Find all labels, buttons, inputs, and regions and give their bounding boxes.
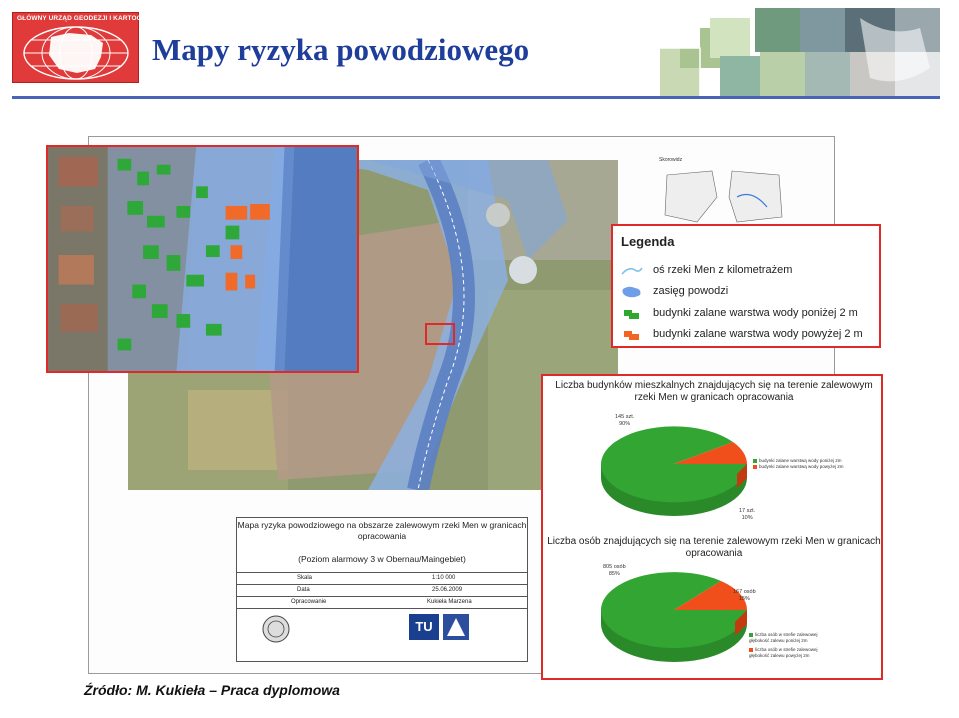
pie-key-buildings: budynki zalane warstwą wody poniżej 2m budynki zalane warstwą wody powyżej 2m <box>753 458 844 470</box>
legend-label: budynki zalane warstwa wody poniżej 2 m <box>653 307 858 319</box>
flood-extent-icon <box>621 285 643 299</box>
title-block-title: Mapa ryzyka powodziowego na obszarze zalewowym rzeki Men w granicach opracowania <box>237 520 527 541</box>
logo-text: GŁÓWNY URZĄD GEODEZJI I KARTOGRAFII <box>17 15 160 22</box>
source-caption: Źródło: M. Kukieła – Praca dyplomowa <box>84 682 340 698</box>
legend-label: oś rzeki Men z kilometrażem <box>653 264 793 276</box>
index-map <box>657 167 787 227</box>
river-axis-icon <box>621 264 643 278</box>
pie-label-people-green: 805 osób 85% <box>603 564 626 577</box>
legend-item <box>621 263 879 279</box>
index-map-label: Skorowidz <box>659 157 683 163</box>
zoom-location-marker <box>425 323 455 345</box>
legend-item <box>621 327 879 343</box>
chart-title-people: Liczba osób znajdujących się na terenie zalewowym rzeki Men w granicach opracowania <box>547 536 881 559</box>
pie-chart-buildings <box>599 420 749 516</box>
row-label: Data <box>297 587 310 593</box>
header-divider <box>12 96 940 99</box>
building-green-icon <box>621 307 643 321</box>
university-seal-icon <box>261 614 291 644</box>
page-title: Mapy ryzyka powodziowego <box>152 32 530 67</box>
legend-item <box>621 306 879 322</box>
tu-logo: TU <box>409 614 439 640</box>
row-value: 1:10 000 <box>432 575 456 581</box>
row-label: Skala <box>297 575 313 581</box>
zoomed-detail <box>46 145 359 373</box>
pie-label-people-orange: 167 osób 15% <box>733 589 756 602</box>
building-orange-icon <box>621 328 643 342</box>
pie-label-buildings-orange: 17 szt. 10% <box>739 508 756 521</box>
legend-box <box>611 224 881 348</box>
row-value: 25.06.2009 <box>432 587 463 593</box>
title-block-divider <box>237 608 527 609</box>
map-mosaic-image <box>660 8 940 96</box>
pie-slice-green <box>601 426 747 502</box>
title-block-subtitle: (Poziom alarmowy 3 w Obernau/Maingebiet) <box>298 554 466 564</box>
legend-label: zasięg powodzi <box>653 285 729 297</box>
row-value: Kukieła Marzena <box>427 599 472 605</box>
gugik-logo <box>12 12 160 83</box>
pie-chart-people <box>599 566 749 662</box>
chart-title-buildings: Liczba budynków mieszkalnych znajdujących się na terenie zalewowym rzeki Men w granicach opracowania <box>555 380 873 403</box>
statistics-panel <box>541 374 883 680</box>
faculty-logo-icon <box>443 614 469 640</box>
legend-item <box>621 284 879 300</box>
pie-label-buildings-green: 145 szt. 90% <box>615 414 635 427</box>
globe-icon <box>21 25 132 81</box>
map-title-block <box>236 517 528 662</box>
pie-key-people: liczba osób w strefie zalewowej głębokość zalewu poniżej 2m liczba osób w strefie zalewowej głębokość zalewu powyżej 2m <box>749 632 818 658</box>
row-label: Opracowanie <box>291 599 327 605</box>
legend-label: budynki zalane warstwa wody powyżej 2 m <box>653 328 863 340</box>
legend-title: Legenda <box>621 234 675 249</box>
